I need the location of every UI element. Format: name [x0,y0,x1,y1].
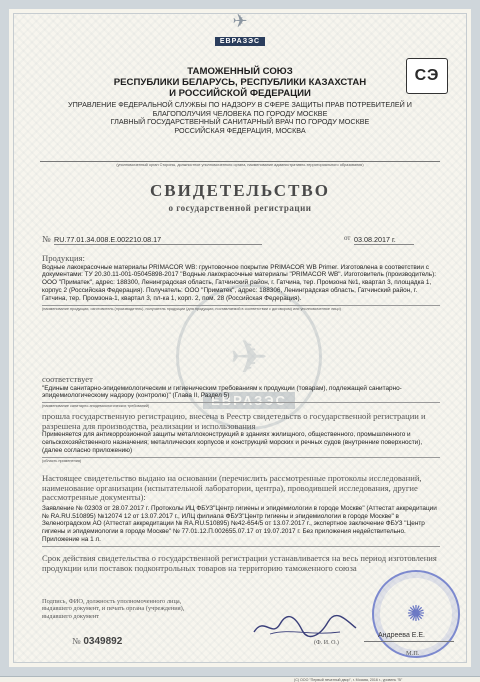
validity-section [42,554,440,573]
registration-section [42,412,440,463]
serial-value: 0349892 [83,636,123,647]
certificate-inner-frame [13,11,467,682]
title-sub: о государственной регистрации [168,203,312,213]
signer-name: Андреева Е.Е. [378,632,426,639]
eurasec-top-emblem [205,12,275,48]
fio-label: (Ф. И. О.) [314,640,339,646]
wings-emblem-icon: ✈ [232,11,248,31]
product-rule [42,305,440,306]
conformity-caption: (наименование санитарно-эпидемиологических требований) [42,404,150,409]
conformity-section [42,375,440,408]
validity-label: Срок действия свидетельства о государственной регистрации устанавливается на весь период изготовления продукции или поставок подконтрольных товаров на территорию таможенного союза [42,553,437,573]
conformity-label: соответствует [42,374,93,384]
date-underline [354,244,414,245]
header-line-1: ТАМОЖЕННЫЙ СОЮЗ [187,66,293,77]
authority-lines [44,101,436,135]
watermark-globe-icon: ✈ [176,284,322,430]
registration-text: Применяется для антикоррозионной защиты металлоконструкций в зданиях жилищного, общественного, промышленного и сельскохозяйственного назначения; металлических корпусов и конструкций морских и речных судов (внутренние поверхности), (далее согласно приложению) [42,431,423,454]
authority-underline [40,161,440,162]
authority-line: ГЛАВНЫЙ ГОСУДАРСТВЕННЫЙ САНИТАРНЫЙ ВРАЧ ПО ГОРОДУ МОСКВЕ [110,117,370,127]
product-label: Продукция: [42,253,85,263]
authority-line: УПРАВЛЕНИЕ ФЕДЕРАЛЬНОЙ СЛУЖБЫ ПО НАДЗОРУ В СФЕРЕ ЗАЩИТЫ ПРАВ ПОТРЕБИТЕЛЕЙ И [68,100,412,109]
watermark-word: ЕВРАЗЭС [203,392,295,409]
certificate-header [44,66,436,135]
authority-line: РОССИЙСКАЯ ФЕДЕРАЦИЯ, МОСКВА [174,125,306,135]
conformity-rule [42,402,440,403]
serial-number [72,636,122,647]
signature-label: Подпись, ФИО, должность уполномоченного лица, выдавшего документ, и печать органа (учреждения), выдавшего документ [42,598,185,620]
basis-label: Настоящее свидетельство выдано на основании (перечислить рассмотренные протоколы исследований, наименование организации (испытательной лаборатории, центра), проводившей исследования, другие рассмотренные документы): [42,473,422,503]
signature-block [42,598,202,647]
registration-rule [42,457,440,458]
conformity-text: "Единым санитарно-эпидемиологическим и гигиеническим требованиям к продукции (товарам), подлежащей санитарно-эпидемиологическому надзору (контролю)" (Глава II, Раздел 5) [42,384,402,400]
serial-prefix: № [72,636,81,646]
number-prefix: № [42,234,51,244]
date-prefix: от [344,234,351,242]
header-line-3: И РОССИЙСКОЙ ФЕДЕРАЦИИ [169,88,311,99]
product-section [42,254,440,311]
product-text: Водные лакокрасочные материалы PRIMACOR WB: грунтовочное покрытие PRIMACOR WB Primer. Изготовлена в соответствии с документами: ТУ 20.30.11-001-05045898-2017 "Водные лакокрасочные материалы "PRIMACOR WB". Изготовитель (производитель): ООО "Приматек", адрес: 188300, Ленинградская область, Гатчинский район, г. Гатчина, тер. Промзона №1, квартал 3, площадка 1, корпус 2 (Российская Федерация). Получатель: ООО "Приматек", адрес: 188306, Ленинградская область, Гатчинский район, г. Гатчина, тер. Промзона-1, квартал 3, пл-ка 1, корп. 2, пом. 28 (Российская Федерация). [42,263,436,302]
emblem-word: ЕВРАЗЭС [215,37,265,46]
registration-caption: (область применения) [42,458,82,463]
seal-place-label: М.П. [406,650,420,657]
header-line-2: РЕСПУБЛИКИ БЕЛАРУСЬ, РЕСПУБЛИКИ КАЗАХСТАН [113,77,367,88]
basis-text: Заявление № 02303 от 28.07.2017 г. Протоколы ИЦ ФБУЗ"Центр гигиены и эпидемиологии в городе Москве" (Аттестат аккредитации № RA.RU.510895) №12074 12 от 13.07.2017 г., ИЛЦ филиала ФБУЗ"Центр гигиены и эпидемиологии в городе Москве" в Зеленоградском АО (Аттестат аккредитации № RA.RU.510895) №42-654/5 от 13.07.2017 г., экспертное заключение ФБУЗ "Центр гигиены и эпидемиологии в городе Москве" № 77.01.12.П.002655.07.17 от 19.07.2017 г. Без приложения недействительно. Приложение на 1 л. [42,504,437,543]
authority-line: БЛАГОПОЛУЧИЯ ЧЕЛОВЕКА ПО ГОРОДУ МОСКВЕ [152,108,328,118]
signer-underline [364,641,454,642]
registration-date: 03.08.2017 г. [354,235,396,244]
registration-label: прошла государственную регистрацию, внесена в Реестр свидетельств о государственной регистрации и разрешена для производства, реализации и использования [42,411,426,431]
document-title [14,181,466,213]
signature-image [250,614,360,645]
official-stamp-icon: ✺ [372,570,460,658]
title-main: СВИДЕТЕЛЬСТВО [150,181,330,200]
basis-section [42,474,440,547]
conformity-mark: СЭ [406,58,448,94]
product-caption: (наименование продукции, изготовитель (производитель), получатель продукции (для продукции, поставляемой в соответствии с договором) или уполномоченное лицо) [42,306,341,311]
registration-number: RU.77.01.34.008.Е.002210.08.17 [54,235,162,244]
printer-footer: (С) ООО "Первый печатный двор", г. Москва, 2016 г., уровень "В" [294,678,403,682]
number-underline [54,244,262,245]
authority-caption: (уполномоченный орган Стороны, должностное уполномоченного органа, наименование административно-территориального образования) [116,163,364,167]
basis-rule [42,546,440,547]
